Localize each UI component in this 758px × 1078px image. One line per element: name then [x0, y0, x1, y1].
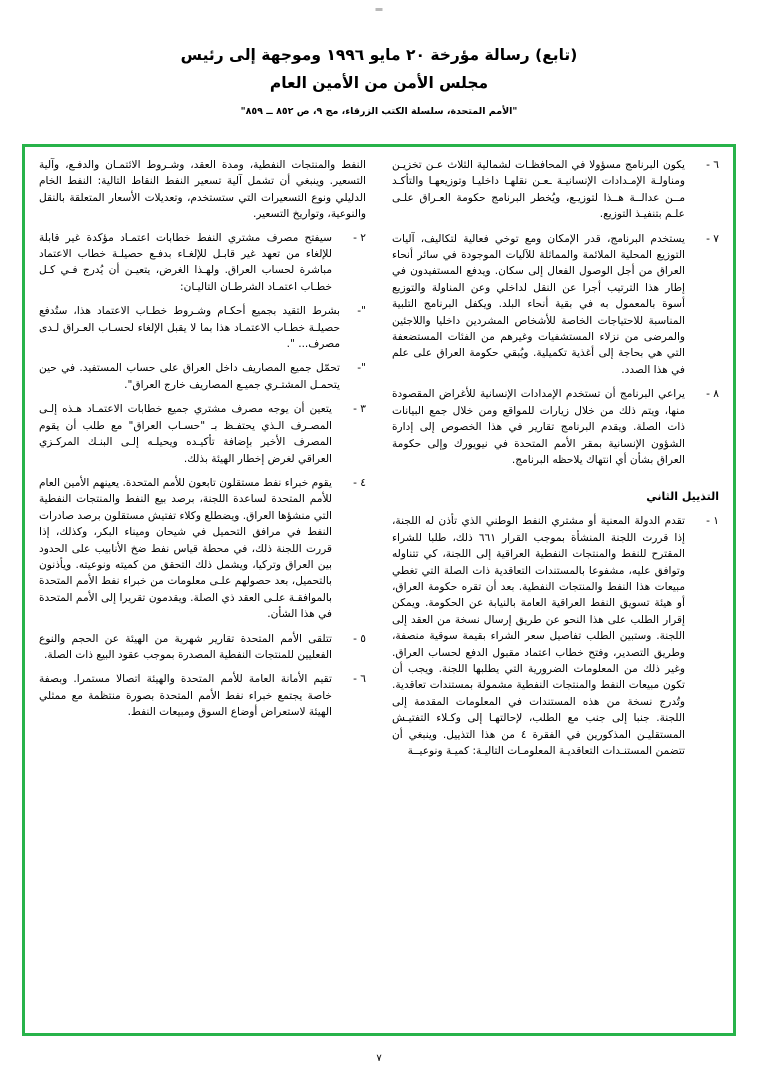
item-text: يقوم خبراء نفط مستقلون تابعون للأمم المتحدة. يعينهم الأمين العام للأمم المتحدة لساعدة اللجنة، برصد بيع النفط والمنتجات النفطية التي منشؤها العراق. ويضطلع وكلاء تفتيش مستقلون برصد صادرات النفط في مرافق التحميل في شيحان وميناء البكر، وكذلك، إذا قررت اللجنة ذلك، في محطة قياس نفط ضخ الأنابيب على الحدود بين العراق وتركيا، ويشمل ذلك التحقق من كميته ونوعيته. ويأذنون بالتحميل، بعد حصولهم علـى معلومات من خبراء نفط الأمم المتحدة بالموافقـة علـى العقد ذي الصلة. ويقدمون تقريرا إلى الأمم المتحدة في هذا الشأن. — [39, 476, 332, 621]
item-text: يراعي البرنامج أن تستخدم الإمدادات الإنسانية للأغراض المقصودة منها، ويتم ذلك من خلال زيارات للمواقع ومن خلال جمع البيانات ذات الصلة. ويقدم البرنامج تقارير في هذا الخصوص إلى إدارة الشؤون الإنسانية بمقر الأمم المتحدة في نيويورك وإلى حكومة العراق بشأن أي انتهاك يلاحظه البرنامج. — [392, 388, 685, 466]
item-marker: ١ - — [706, 515, 719, 528]
page-number: ٧ — [376, 1053, 382, 1064]
item-text: تتلقى الأمم المتحدة تقارير شهرية من الهيئة عن الحجم والنوع الفعليين للمنتجات النفطية المصدرة بموجب عقود البيع ذات الصلة. — [39, 632, 332, 661]
dash-list-item — [39, 360, 366, 393]
item-text: تقيم الأمانة العامة للأمم المتحدة والهيئة اتصالا مستمرا. وبصفة خاصة يجتمع خبراء نفط الأمم المتحدة بصورة منتظمة مع ممثلي الهيئة لاستعراض أوضاع السوق ومبيعات النفط. — [39, 673, 332, 719]
item-text: يستخدم البرنامج، قدر الإمكان ومع توخي فعالية لتكاليف، آليات التوزيع المحلية الملائمة والمماثلة للآليات الموجودة في سائر أنحاء العراق من أجل الوصول الفعال إلى سكان. ويدفع المستفيدون في إطار هذا الترتيب أجرا عن النقل لداخلي وعن المناولة والتوزيع أسوة بالمعمول به في بقية أنحاء البلد. ويكفل البرنامج التلبية المناسبة للاحتياجات الخاصة للأشخاص المشردين داخليا واللاجئين والمرضى من نزلاء المستشفيات وغيرهم من الفئات المستضعفة التي هي بحاجة إلى أغذية تكميلية. ويُبقي حكومة العراق على علم في هذا الصدد. — [392, 232, 685, 376]
item-marker: "- — [357, 305, 366, 318]
dash-list-item — [39, 303, 366, 352]
list-item — [39, 475, 366, 623]
left-column — [39, 157, 366, 1025]
list-item — [392, 231, 719, 379]
item-text: تحمّل جميع المصاريف داخل العراق على حساب المستفيد. في حين يتحمـل المشتـري جميـع المصاريف خارج العراق". — [39, 362, 340, 391]
continuation-paragraph: النفط والمنتجات النفطية، ومدة العقد، وشـروط الائتمـان والدفـع، وآلية التسعير. وينبغي أن تشمل آلية تسعير النفط النقاط التالية: النفط الخام الدليلي ونوع التسعيرات التي ستستخدم، وتعديلات الأسعار المتعلقة بالنقل والنوعية، وتواريخ التسعير. — [39, 159, 366, 221]
document-source-citation: "الأمم المتحدة، سلسلة الكتب الزرقاء، مج ٩، ص ٨٥٢ ــ ٨٥٩" — [240, 106, 518, 117]
item-marker: ٢ - — [353, 231, 366, 244]
item-marker: ٣ - — [353, 403, 366, 416]
item-marker: ٥ - — [353, 632, 366, 645]
list-item — [392, 386, 719, 468]
item-text: تقدم الدولة المعنية أو مشتري النفط الوطني الذي تأذن له اللجنة، إذا قررت اللجنة المنشأة بموجب القرار ٦٦١ ذلك، طلبا للشراء المقترح للنفط والمنتجات النفطية العراقية إلى اللجنة، كي تتناوله وتوافق عليه، مشفوعا بالمستندات التعاقدية ذات الصلة التي تغطي مبيعات هذا النفط والمنتجات النفطية. بعد أن تقره حكومة العراق، أو هيئة تسويق النفط العراقية العامة بالنيابة عن الحكومة. ويمكن إقرار الطلب على هذا النحو عن طريق إرسال نسخة من العقد إلى اللجنة. وستبين الطلب تفاصيل سعر الشراء بقيمة سوقية منصفة، وطريق التصدير، وفتح خطاب اعتماد مقبول الدفع لحساب العراق. وغير ذلك من المعلومات الضرورية التي يطلبها اللجنة. ويجب أن تكون مبيعات النفط والمنتجات النفطية مشمولة بمستندات تعاقدية. وتُدرج نسخة من هذه المستندات في المعلومات المقدمة إلى اللجنة. جنبا إلى جنب مع الطلب، لإحالتهـا إلى وكـلاء التفتيـش المستقليـن المذكورين في الفقرة ٤ من هذا التذييل. وينبغي أن تتضمن المستنـدات التعاقديـة المعلومـات التاليـة: كميـة ونوعيــة — [392, 515, 685, 757]
appendix-section-title: التذييل الثاني — [646, 490, 719, 504]
list-item — [392, 157, 719, 223]
list-item — [39, 401, 366, 467]
item-marker: ٤ - — [353, 476, 366, 489]
item-text: يتعين أن يوجه مصرف مشتري جميع خطابات الاعتمـاد هـذه إلـى المصـرف الـذي يحتفـظ بـ "حسـاب العراق" مع طلب أن يقوم المصرف الأخير بإضافة تأكيـده ويحيلـه إلـى البنـك المركـزي العراقي لغرض إخطار الهيئة بذلك. — [39, 403, 332, 465]
item-marker: ٦ - — [706, 159, 719, 171]
item-marker: "- — [357, 362, 366, 375]
item-text: سيفتح مصرف مشتري النفط خطابات اعتمـاد مؤكدة غير قابلة للإلغاء من تعهد غير قابـل للإلغـاء بدفـع حصيلـة خطاب الاعتماد مباشرة لحساب العراق. ولهـذا الغرض، يتعيـن أن يُدرج فـي كـل خطـاب اعتمـاد الشرطـان التاليـان: — [39, 231, 332, 293]
list-item — [39, 631, 366, 664]
item-marker: ٦ - — [353, 673, 366, 686]
item-marker: ٨ - — [706, 388, 719, 401]
item-text: يكون البرنامج مسؤولا في المحافظـات لشمالية الثلاث عـن تخزيـن ومناولـة الإمـدادات الإنسانيـة ـعـن نقلهـا داخليـا وتوزيعهـا والتأكـد مــن عدالــة هــذا لتوزيـع، ويُخطر البرنامج حكومة العـراق علـى علـم بتنفيـذ التوزيع. — [392, 159, 685, 221]
content-frame-border — [22, 144, 736, 1036]
page-top-tick-mark — [376, 8, 383, 11]
list-item — [392, 513, 719, 759]
document-header — [0, 42, 758, 119]
right-column — [392, 157, 719, 1025]
document-title-line2: مجلس الأمن من الأمين العام — [269, 74, 489, 92]
two-column-body — [39, 157, 719, 1025]
document-title-line1: (تابع) رسالة مؤرخة ٢٠ مايو ١٩٩٦ وموجهة إلى رئيس — [180, 46, 578, 64]
list-item — [39, 671, 366, 720]
item-marker: ٧ - — [706, 232, 719, 245]
item-text: بشرط التقيد بجميع أحكـام وشـروط خطـاب الاعتماد هذا، ستُدفع حصيلـة خطـاب الاعتمـاد هذا بما لا يقبل الإلغاء لحسـاب العـراق لـدى مصرف... ". — [39, 305, 340, 351]
list-item — [39, 230, 366, 296]
